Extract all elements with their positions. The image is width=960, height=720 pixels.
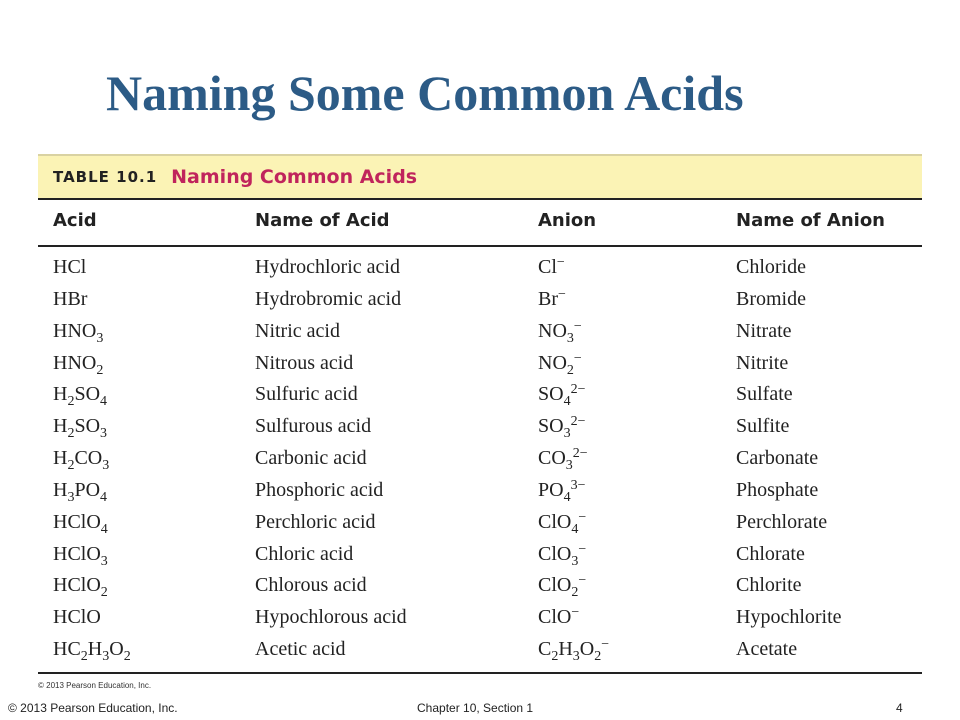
- table-row: [38, 572, 922, 604]
- acid-formula: $HNO_2$: [53, 351, 104, 378]
- anion-name: Nitrite: [736, 351, 789, 374]
- table-header-row: [38, 198, 922, 247]
- acid-name: Hypochlorous acid: [255, 606, 407, 629]
- acid-formula: HClO$_3$: [53, 542, 108, 569]
- acid-formula: HClO$_4$: [53, 510, 108, 537]
- table-row: [38, 286, 922, 318]
- footer-copyright: © 2013 Pearson Education, Inc.: [8, 701, 178, 715]
- acid-name: Carbonic acid: [255, 447, 367, 470]
- table-row: [38, 413, 922, 445]
- anion-name: Phosphate: [736, 478, 819, 501]
- anion-formula: $PO_4^{3-}$: [538, 477, 586, 505]
- table-row: [38, 381, 922, 413]
- anion-formula: $NO_2^-$: [538, 350, 582, 378]
- anion-formula: $NO_3^-$: [538, 318, 582, 346]
- acid-name: Hydrochloric acid: [255, 256, 400, 278]
- footer-page-number: 4: [896, 701, 903, 715]
- anion-name: Carbonate: [736, 447, 819, 470]
- anion-formula: ClO$_4$−: [538, 509, 587, 537]
- table-caption-band: [38, 154, 922, 198]
- table-number: TABLE 10.1: [53, 168, 158, 186]
- anion-name: Bromide: [736, 287, 806, 310]
- anion-formula: $SO_4^{2-}$: [538, 382, 586, 410]
- anion-name: Sulfate: [736, 383, 793, 406]
- acid-formula: HBr: [53, 287, 88, 310]
- acid-name: Sulfuric acid: [255, 383, 358, 406]
- table-row: [38, 636, 922, 668]
- table-body: [38, 247, 922, 674]
- anion-formula: ClO$_2$−: [538, 573, 587, 601]
- table-caption: Naming Common Acids: [171, 166, 418, 188]
- acid-name: Phosphoric acid: [255, 478, 384, 501]
- acids-table: [38, 154, 922, 674]
- table-row: [38, 445, 922, 477]
- header-acid: Acid: [53, 210, 97, 231]
- acid-name: Perchloric acid: [255, 510, 376, 533]
- anion-name: Chlorite: [736, 574, 802, 597]
- table-copyright: © 2013 Pearson Education, Inc.: [38, 681, 152, 690]
- header-name-of-anion: Name of Anion: [736, 210, 886, 231]
- table-row: [38, 477, 922, 509]
- anion-formula: ClO−: [538, 605, 580, 629]
- acid-name: Chlorous acid: [255, 574, 367, 597]
- acid-formula: $H_2CO_3$: [53, 447, 110, 474]
- anion-formula: Br−: [538, 286, 566, 310]
- header-name-of-acid: Name of Acid: [255, 210, 390, 231]
- table-row: [38, 509, 922, 541]
- acid-formula: $H_2SO_4$: [53, 383, 108, 410]
- acid-formula: $H_2SO_3$: [53, 415, 108, 442]
- anion-name: Sulfite: [736, 415, 790, 438]
- anion-formula: $C_2H_3O_2^-$: [538, 637, 610, 665]
- anion-formula: Cl−: [538, 255, 565, 278]
- acid-formula: $H_3PO_4$: [53, 478, 108, 505]
- anion-formula: $CO_3^{2-}$: [538, 446, 588, 474]
- acid-formula: HClO: [53, 606, 101, 629]
- anion-name: Chlorate: [736, 542, 805, 565]
- acid-formula: HCl: [53, 256, 87, 278]
- anion-formula: $SO_3^{2-}$: [538, 414, 586, 442]
- anion-name: Acetate: [736, 638, 798, 661]
- table-row: [38, 318, 922, 350]
- slide-title: Naming Some Common Acids: [106, 65, 744, 121]
- anion-name: Perchlorate: [736, 510, 828, 533]
- acid-name: Acetic acid: [255, 638, 346, 661]
- acid-formula: $HC_2H_3O_2$: [53, 638, 131, 665]
- anion-formula: ClO$_3$−: [538, 541, 587, 569]
- acid-formula: HClO$_2$: [53, 574, 108, 601]
- acid-name: Hydrobromic acid: [255, 287, 402, 310]
- table-row: [38, 254, 922, 286]
- table-row: [38, 541, 922, 573]
- footer-chapter: Chapter 10, Section 1: [417, 701, 534, 715]
- header-anion: Anion: [538, 210, 597, 231]
- acid-formula: $HNO_3$: [53, 319, 104, 346]
- acid-name: Sulfurous acid: [255, 415, 372, 438]
- anion-name: Hypochlorite: [736, 606, 842, 629]
- acid-name: Nitrous acid: [255, 351, 354, 374]
- table-row: [38, 350, 922, 382]
- table-row: [38, 604, 922, 636]
- anion-name: Chloride: [736, 256, 806, 278]
- anion-name: Nitrate: [736, 319, 792, 342]
- acid-name: Chloric acid: [255, 542, 354, 565]
- acid-name: Nitric acid: [255, 319, 340, 342]
